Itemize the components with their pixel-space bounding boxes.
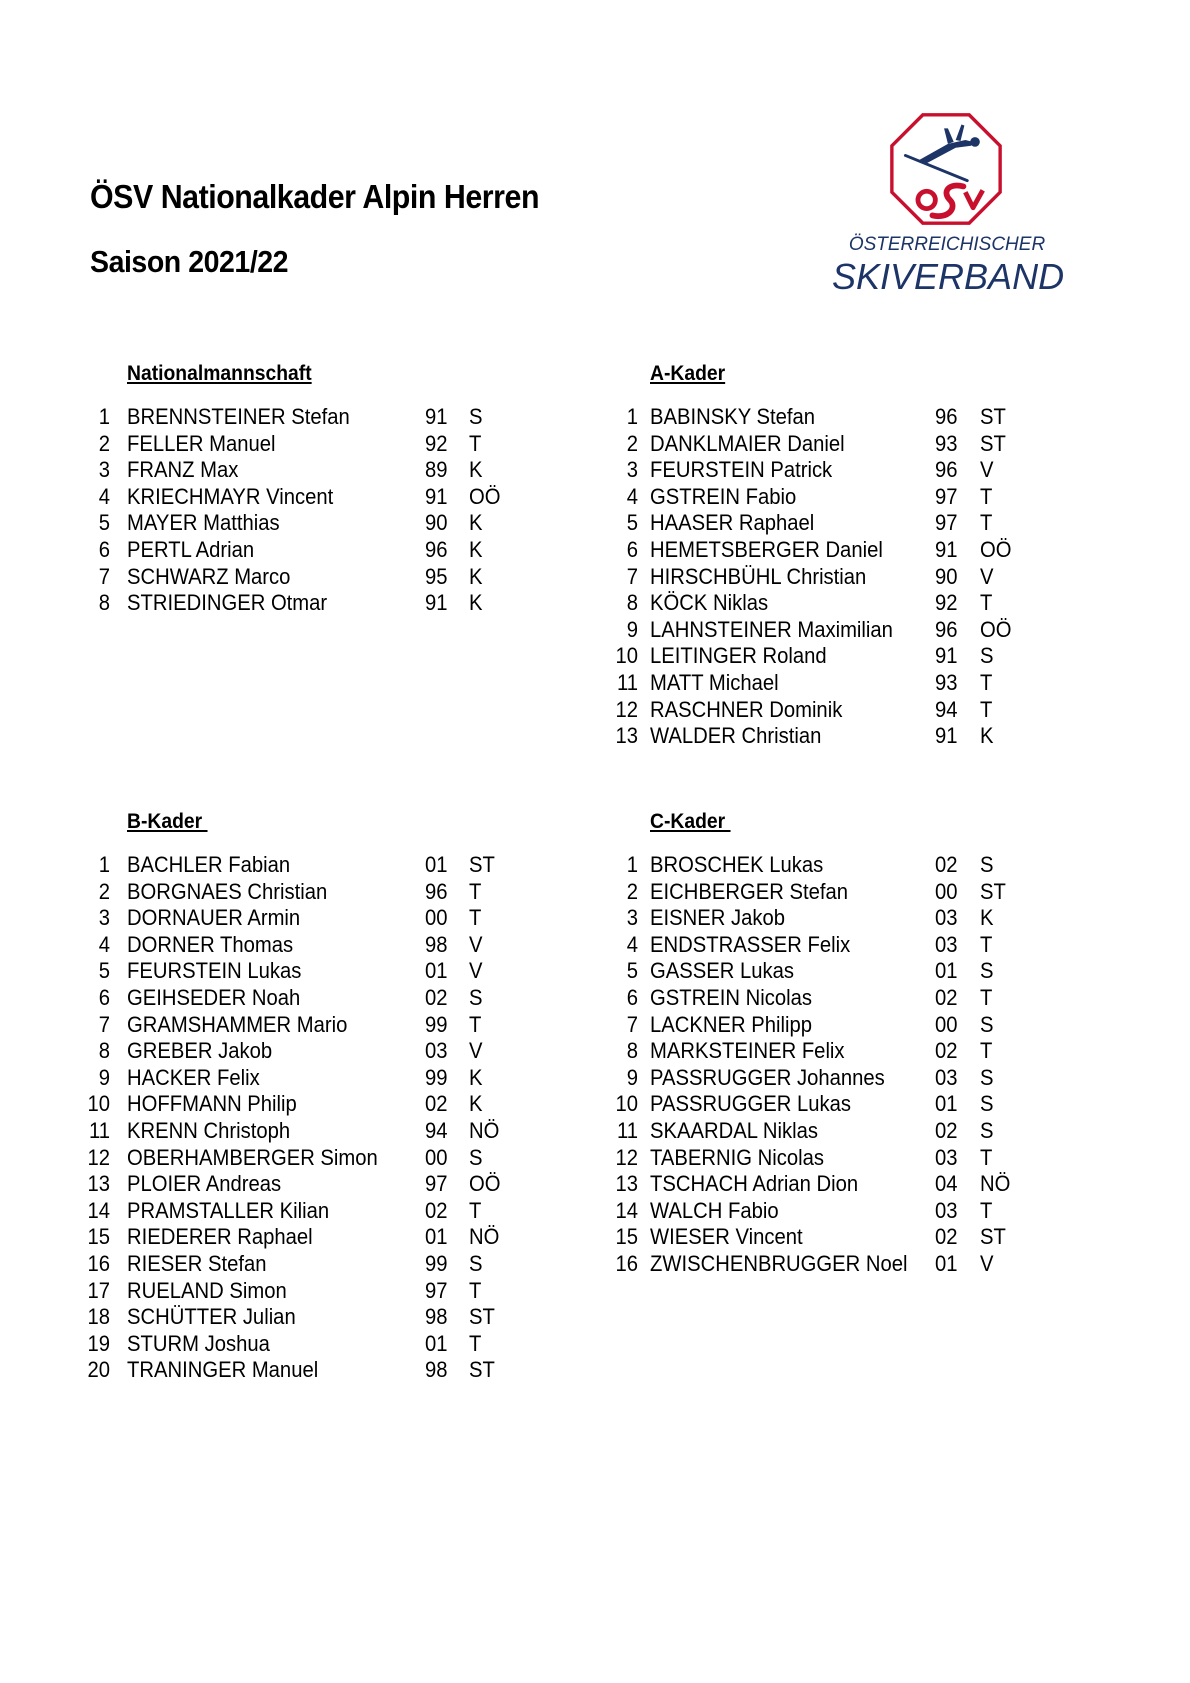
athlete-number: 1 [626, 852, 638, 877]
birth-year: 91 [425, 483, 448, 509]
state-code: T [980, 985, 993, 1010]
state-code: T [469, 1330, 482, 1356]
birth-year: 03 [935, 905, 958, 931]
birth-year: 96 [425, 537, 448, 562]
athlete-number: 2 [98, 430, 110, 456]
athlete-name: STURM Joshua [127, 1330, 270, 1356]
state-code: S [980, 1091, 994, 1117]
athlete-name: SKAARDAL Niklas [650, 1118, 818, 1143]
birth-year: 91 [935, 643, 958, 669]
state-code: K [469, 563, 483, 589]
birth-year: 98 [425, 931, 448, 957]
birth-year: 01 [425, 852, 448, 877]
state-code: T [469, 878, 482, 904]
athlete-number: 11 [88, 1118, 110, 1143]
birth-year: 91 [425, 404, 448, 429]
athlete-number: 13 [615, 1171, 638, 1197]
state-code: ST [980, 878, 1006, 904]
athlete-number: 2 [626, 430, 638, 456]
athlete-name: PLOIER Andreas [127, 1171, 282, 1197]
athlete-name: GASSER Lukas [650, 958, 794, 984]
logo-text-line2: SKIVERBAND [832, 256, 1065, 297]
birth-year: 96 [425, 878, 448, 904]
athlete-number: 15 [87, 1224, 110, 1250]
state-code: NÖ [469, 1118, 500, 1143]
state-code: S [980, 958, 994, 984]
state-code: T [980, 590, 993, 616]
osv-logo [820, 108, 1065, 308]
athlete-number: 19 [87, 1330, 110, 1356]
state-code: OÖ [980, 616, 1012, 642]
birth-year: 01 [935, 1091, 958, 1117]
athlete-name: HIRSCHBÜHL Christian [650, 563, 867, 589]
birth-year: 97 [425, 1277, 448, 1303]
athlete-number: 5 [98, 958, 110, 984]
state-code: T [980, 931, 993, 957]
athlete-name: RIESER Stefan [127, 1251, 267, 1276]
state-code: T [469, 1011, 482, 1037]
birth-year: 94 [425, 1118, 448, 1143]
state-code: K [469, 510, 483, 536]
logo-text-line1: ÖSTERREICHISCHER [848, 234, 1046, 255]
document-title: ÖSV Nationalkader Alpin Herren [90, 178, 540, 215]
athlete-name: PASSRUGGER Lukas [650, 1091, 851, 1117]
birth-year: 99 [425, 1011, 448, 1037]
state-code: S [980, 643, 994, 669]
birth-year: 96 [935, 404, 958, 429]
athlete-number: 13 [615, 723, 638, 749]
birth-year: 99 [425, 1251, 448, 1276]
state-code: S [469, 985, 483, 1010]
athlete-name: KÖCK Niklas [650, 590, 769, 616]
athlete-name: BABINSKY Stefan [650, 404, 816, 429]
state-code: NÖ [980, 1171, 1011, 1197]
athlete-number: 15 [615, 1224, 638, 1250]
athlete-name: GEIHSEDER Noah [127, 985, 301, 1010]
birth-year: 01 [425, 958, 448, 984]
athlete-name: MATT Michael [650, 670, 779, 695]
athlete-name: LEITINGER Roland [650, 643, 827, 669]
athlete-number: 5 [626, 958, 638, 984]
athlete-name: BACHLER Fabian [127, 852, 291, 877]
state-code: OÖ [980, 537, 1012, 562]
birth-year: 94 [935, 696, 958, 722]
birth-year: 96 [935, 457, 958, 483]
state-code: K [469, 457, 483, 483]
birth-year: 92 [935, 590, 958, 616]
athlete-name: EISNER Jakob [650, 905, 785, 931]
birth-year: 03 [935, 931, 958, 957]
state-code: K [980, 723, 994, 749]
athlete-number: 7 [98, 1011, 110, 1037]
athlete-number: 7 [626, 1011, 638, 1037]
state-code: V [469, 931, 483, 957]
athlete-number: 7 [98, 563, 110, 589]
state-code: V [980, 457, 994, 483]
athlete-name: HEMETSBERGER Daniel [650, 537, 883, 562]
athlete-number: 16 [615, 1251, 638, 1276]
athlete-name: MAYER Matthias [127, 510, 280, 536]
state-code: ST [980, 1224, 1006, 1250]
state-code: K [469, 1091, 483, 1117]
athlete-number: 17 [87, 1277, 110, 1303]
athlete-name: TABERNIG Nicolas [650, 1144, 824, 1170]
birth-year: 97 [425, 1171, 448, 1197]
state-code: S [469, 1251, 483, 1276]
state-code: V [980, 1251, 994, 1276]
athlete-number: 20 [87, 1357, 110, 1383]
birth-year: 98 [425, 1304, 448, 1330]
birth-year: 00 [425, 1144, 448, 1170]
athlete-number: 8 [98, 590, 110, 616]
athlete-name: GSTREIN Nicolas [650, 985, 812, 1010]
athlete-number: 14 [87, 1197, 110, 1223]
birth-year: 93 [935, 430, 958, 456]
athlete-name: HAASER Raphael [650, 510, 815, 536]
athlete-number: 10 [615, 1091, 638, 1117]
birth-year: 00 [935, 878, 958, 904]
birth-year: 02 [425, 1091, 448, 1117]
birth-year: 95 [425, 563, 448, 589]
state-code: S [469, 1144, 483, 1170]
athlete-name: FEURSTEIN Patrick [650, 457, 833, 483]
birth-year: 01 [425, 1224, 448, 1250]
athlete-name: DORNER Thomas [127, 931, 294, 957]
athlete-number: 7 [626, 563, 638, 589]
birth-year: 00 [425, 905, 448, 931]
athlete-number: 6 [98, 537, 110, 562]
state-code: T [469, 905, 482, 931]
birth-year: 92 [425, 430, 448, 456]
athlete-number: 4 [626, 483, 638, 509]
state-code: OÖ [469, 1171, 501, 1197]
athlete-name: PASSRUGGER Johannes [650, 1064, 885, 1090]
birth-year: 01 [935, 958, 958, 984]
birth-year: 02 [425, 1197, 448, 1223]
athlete-number: 2 [98, 878, 110, 904]
athlete-name: RUELAND Simon [127, 1277, 287, 1303]
athlete-number: 8 [626, 1038, 638, 1064]
athlete-number: 1 [98, 852, 110, 877]
birth-year: 02 [935, 1038, 958, 1064]
athlete-name: KRENN Christoph [127, 1118, 291, 1143]
athlete-number: 16 [87, 1251, 110, 1276]
birth-year: 89 [425, 457, 448, 483]
athlete-name: DANKLMAIER Daniel [650, 430, 845, 456]
birth-year: 93 [935, 670, 958, 695]
birth-year: 00 [935, 1011, 958, 1037]
section-heading: A-Kader [650, 362, 726, 385]
birth-year: 03 [935, 1064, 958, 1090]
athlete-name: GREBER Jakob [127, 1038, 273, 1064]
athlete-number: 9 [98, 1064, 110, 1090]
athlete-name: TRANINGER Manuel [127, 1357, 319, 1383]
state-code: ST [980, 430, 1006, 456]
athlete-number: 9 [626, 1064, 638, 1090]
state-code: ST [980, 404, 1006, 429]
birth-year: 03 [425, 1038, 448, 1064]
athlete-number: 4 [98, 483, 110, 509]
athlete-name: RIEDERER Raphael [127, 1224, 313, 1250]
athlete-name: HACKER Felix [127, 1064, 260, 1090]
athlete-number: 10 [615, 643, 638, 669]
athlete-number: 11 [616, 1118, 638, 1143]
athlete-number: 2 [626, 878, 638, 904]
state-code: ST [469, 1357, 495, 1383]
birth-year: 02 [935, 985, 958, 1010]
birth-year: 91 [935, 537, 958, 562]
birth-year: 02 [425, 985, 448, 1010]
section-heading: B-Kader [127, 810, 208, 833]
athlete-number: 12 [615, 1144, 638, 1170]
athlete-number: 14 [615, 1197, 638, 1223]
athlete-number: 1 [626, 404, 638, 429]
athlete-number: 12 [615, 696, 638, 722]
athlete-name: WALCH Fabio [650, 1197, 779, 1223]
athlete-number: 6 [626, 985, 638, 1010]
birth-year: 99 [425, 1064, 448, 1090]
section-heading: Nationalmannschaft [127, 362, 312, 385]
athlete-name: HOFFMANN Philip [127, 1091, 297, 1117]
state-code: K [469, 590, 483, 616]
athlete-name: EICHBERGER Stefan [650, 878, 848, 904]
birth-year: 04 [935, 1171, 958, 1197]
athlete-name: KRIECHMAYR Vincent [127, 483, 334, 509]
athlete-name: SCHÜTTER Julian [127, 1304, 296, 1330]
state-code: T [980, 1144, 993, 1170]
athlete-number: 6 [626, 537, 638, 562]
state-code: T [469, 1197, 482, 1223]
athlete-name: BORGNAES Christian [127, 878, 328, 904]
state-code: S [980, 852, 994, 877]
athlete-number: 12 [87, 1144, 110, 1170]
state-code: S [980, 1011, 994, 1037]
state-code: K [980, 905, 994, 931]
birth-year: 02 [935, 1224, 958, 1250]
athlete-number: 4 [98, 931, 110, 957]
athlete-name: RASCHNER Dominik [650, 696, 843, 722]
athlete-name: WALDER Christian [650, 723, 822, 749]
athlete-name: BROSCHEK Lukas [650, 852, 824, 877]
birth-year: 97 [935, 483, 958, 509]
state-code: V [469, 1038, 483, 1064]
athlete-name: ENDSTRASSER Felix [650, 931, 851, 957]
athlete-name: FELLER Manuel [127, 430, 276, 456]
athlete-name: BRENNSTEINER Stefan [127, 404, 350, 429]
athlete-name: SCHWARZ Marco [127, 563, 291, 589]
athlete-number: 3 [98, 905, 110, 931]
state-code: T [980, 670, 993, 695]
state-code: S [980, 1064, 994, 1090]
state-code: ST [469, 1304, 495, 1330]
athlete-number: 5 [98, 510, 110, 536]
athlete-number: 13 [87, 1171, 110, 1197]
state-code: T [980, 696, 993, 722]
athlete-name: TSCHACH Adrian Dion [650, 1171, 859, 1197]
state-code: T [980, 1038, 993, 1064]
athlete-name: LAHNSTEINER Maximilian [650, 616, 893, 642]
state-code: S [980, 1118, 994, 1143]
athlete-name: GSTREIN Fabio [650, 483, 797, 509]
athlete-number: 3 [626, 905, 638, 931]
state-code: ST [469, 852, 495, 877]
birth-year: 91 [935, 723, 958, 749]
athlete-name: ZWISCHENBRUGGER Noel [650, 1251, 908, 1276]
birth-year: 01 [935, 1251, 958, 1276]
athlete-number: 9 [626, 616, 638, 642]
birth-year: 91 [425, 590, 448, 616]
birth-year: 97 [935, 510, 958, 536]
athlete-number: 8 [98, 1038, 110, 1064]
athlete-name: OBERHAMBERGER Simon [127, 1144, 378, 1170]
ski-jumper-emblem-icon [888, 111, 1004, 227]
athlete-name: WIESER Vincent [650, 1224, 803, 1250]
state-code: NÖ [469, 1224, 500, 1250]
athlete-number: 18 [87, 1304, 110, 1330]
section-heading: C-Kader [650, 810, 731, 833]
state-code: K [469, 1064, 483, 1090]
birth-year: 98 [425, 1357, 448, 1383]
state-code: T [980, 510, 993, 536]
state-code: V [469, 958, 483, 984]
birth-year: 02 [935, 852, 958, 877]
birth-year: 01 [425, 1330, 448, 1356]
athlete-name: MARKSTEINER Felix [650, 1038, 845, 1064]
birth-year: 90 [425, 510, 448, 536]
state-code: K [469, 537, 483, 562]
athlete-number: 8 [626, 590, 638, 616]
athlete-name: DORNAUER Armin [127, 905, 301, 931]
state-code: T [469, 1277, 482, 1303]
birth-year: 96 [935, 616, 958, 642]
athlete-number: 3 [98, 457, 110, 483]
athlete-number: 4 [626, 931, 638, 957]
state-code: S [469, 404, 483, 429]
birth-year: 03 [935, 1197, 958, 1223]
state-code: T [469, 430, 482, 456]
athlete-name: FRANZ Max [127, 457, 239, 483]
state-code: T [980, 483, 993, 509]
athlete-number: 6 [98, 985, 110, 1010]
season-subtitle: Saison 2021/22 [90, 244, 289, 279]
athlete-name: PRAMSTALLER Kilian [127, 1197, 330, 1223]
state-code: T [980, 1197, 993, 1223]
state-code: OÖ [469, 483, 501, 509]
birth-year: 90 [935, 563, 958, 589]
athlete-number: 10 [87, 1091, 110, 1117]
state-code: V [980, 563, 994, 589]
birth-year: 03 [935, 1144, 958, 1170]
athlete-name: STRIEDINGER Otmar [127, 590, 328, 616]
athlete-name: PERTL Adrian [127, 537, 255, 562]
birth-year: 02 [935, 1118, 958, 1143]
athlete-name: GRAMSHAMMER Mario [127, 1011, 348, 1037]
athlete-name: FEURSTEIN Lukas [127, 958, 302, 984]
athlete-number: 5 [626, 510, 638, 536]
athlete-number: 3 [626, 457, 638, 483]
athlete-name: LACKNER Philipp [650, 1011, 812, 1037]
athlete-number: 1 [98, 404, 110, 429]
athlete-number: 11 [616, 670, 638, 695]
